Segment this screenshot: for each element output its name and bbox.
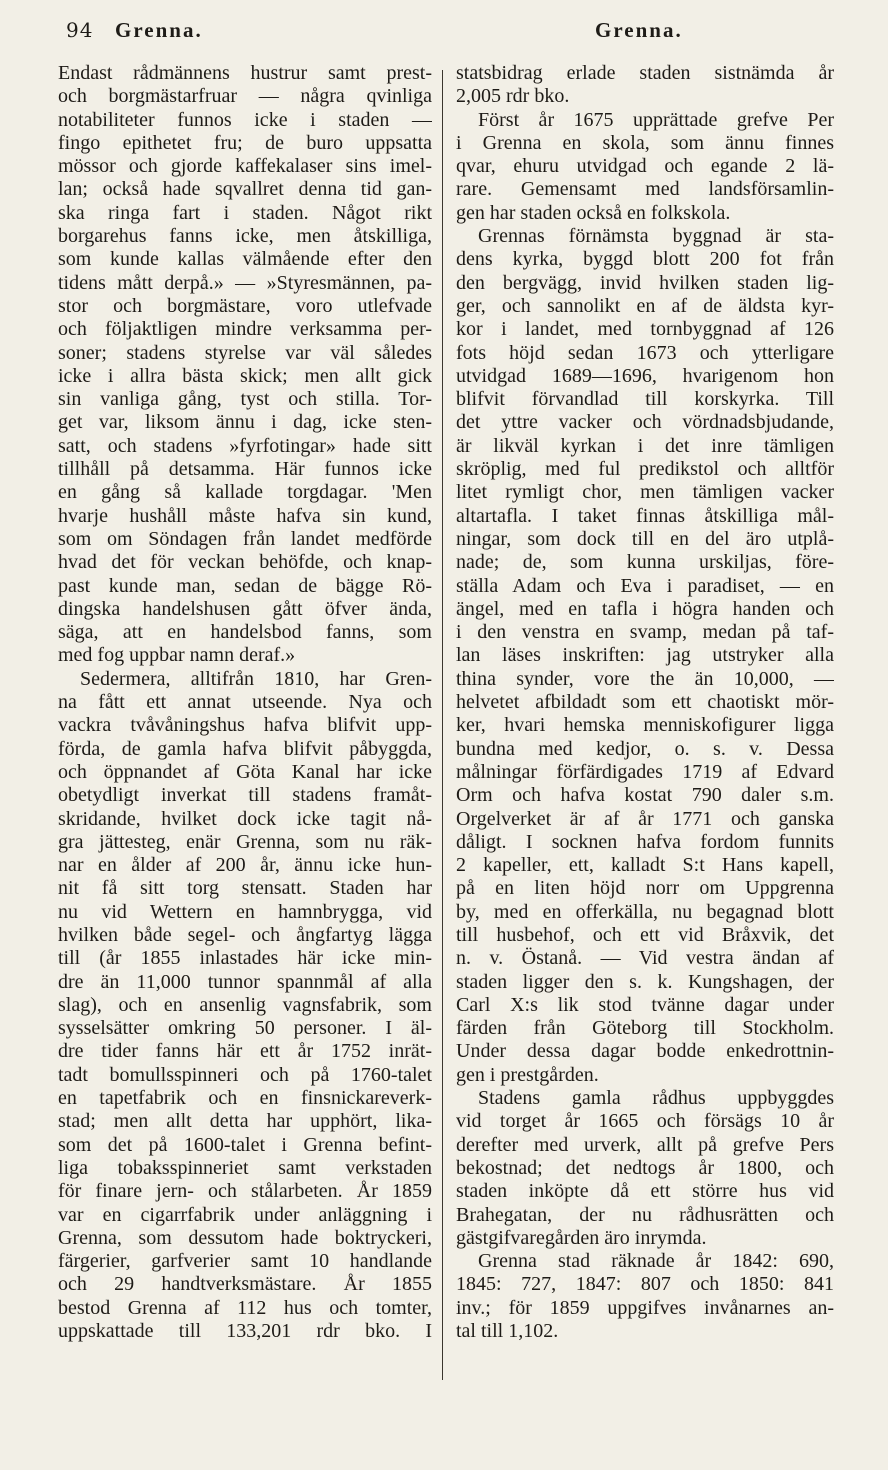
- text-line: dre än 11,000 tunnor spannmål af alla: [58, 970, 432, 993]
- text-line: hvarje hushåll måste hafva sin kund,: [58, 504, 432, 527]
- text-line: färden från Göteborg till Stockholm.: [456, 1017, 834, 1040]
- text-line: lan läses inskriften: jag utstryker alla: [456, 644, 834, 667]
- text-line: helvetet afbildadt som ett chaotiskt mör-: [456, 691, 834, 714]
- text-line: på en liten höjd norr om Uppgrenna: [456, 877, 834, 900]
- text-line: Brahegatan, der nu rådhusrätten och: [456, 1203, 834, 1226]
- text-line: färgerier, garfverier samt 10 handlande: [58, 1250, 432, 1273]
- text-line: är likväl kyrkan i det inre tämligen: [456, 434, 834, 457]
- text-line: Sedermera, alltifrån 1810, har Gren-: [80, 667, 432, 690]
- text-line: fingo epithetet fru; de buro uppsatta: [58, 131, 432, 154]
- text-line: uppskattade till 133,201 rdr bko. I: [58, 1320, 432, 1343]
- text-line: derefter med urverk, allt på grefve Pers: [456, 1133, 834, 1156]
- text-line: mössor och gjorde kaffekalaser sins imel-: [58, 155, 432, 178]
- text-line: ängel, med en tafla i högra handen och: [456, 597, 834, 620]
- text-line: gen har staden också en folkskola.: [456, 201, 731, 224]
- text-line: med fog uppbar namn deraf.»: [58, 644, 296, 667]
- text-line: tidens mått derpå.» — »Styresmännen, pa-: [58, 271, 432, 294]
- text-line: bundna med kedjor, o. s. v. Dessa: [456, 737, 834, 760]
- text-line: och 29 handtverksmästare. År 1855: [58, 1273, 432, 1296]
- text-line: dingska handelshusen gått öfver ända,: [58, 597, 432, 620]
- text-line: skröplig, med ful predikstol och alltför: [456, 458, 834, 481]
- text-line: qvar, ehuru utvidgad och egande 2 lä-: [456, 155, 834, 178]
- text-line: Endast rådmännens hustrur samt prest-: [58, 62, 432, 84]
- text-line: som det på 1600-talet i Grenna befint-: [58, 1133, 432, 1156]
- text-line: var en cigarrfabrik under anläggning i: [58, 1203, 432, 1226]
- text-line: litet rymligt chor, men tämligen vacker: [456, 481, 834, 504]
- text-line: en tapetfabrik och en finsnickareverk-: [58, 1087, 432, 1110]
- text-line: hvilken både segel- och ångfartyg lägga: [58, 923, 432, 946]
- text-line: hvad det för veckan behöfde, och knap-: [58, 551, 432, 574]
- text-line: stad; men allt detta har upphört, lika-: [58, 1110, 432, 1133]
- running-head-right: Grenna.: [595, 18, 683, 42]
- text-line: past kunde man, sedan de bägge Rö-: [58, 574, 432, 597]
- text-line: och följaktligen mindre verksamma per-: [58, 318, 432, 341]
- text-line: blifvit förvandlad till korskyrka. Till: [456, 388, 834, 411]
- text-line: by, med en offerkälla, nu begagnad blott: [456, 900, 834, 923]
- text-line: säga, att en handelsbod fanns, som: [58, 621, 432, 644]
- text-line: Stadens gamla rådhus uppbyggdes: [478, 1087, 834, 1110]
- text-line: dåligt. I socknen hafva fordom funnits: [456, 830, 834, 853]
- column-divider: [442, 70, 443, 1380]
- text-line: stor och borgmästare, voro utlefvade: [58, 294, 432, 317]
- text-line: 1845: 727, 1847: 807 och 1850: 841: [456, 1273, 834, 1296]
- text-line: målningar förfärdigades 1719 af Edvard: [456, 760, 834, 783]
- text-line: n. v. Östanå. — Vid vestra ändan af: [456, 947, 834, 970]
- text-line: slag), och en ansenlig vagnsfabrik, som: [58, 993, 432, 1016]
- text-line: ningar, som dock till en del äro utplå-: [456, 527, 834, 550]
- text-line: soner; stadens styrelse var väl således: [58, 341, 432, 364]
- text-line: thina synder, vore the än 10,000, —: [456, 667, 834, 690]
- text-line: tillhåll på detsamma. Här funnos icke: [58, 458, 432, 481]
- text-line: Orgelverket är af år 1771 och ganska: [456, 807, 834, 830]
- text-line: ger, och sannolikt en af de äldsta kyr-: [456, 294, 834, 317]
- text-line: Grennas förnämsta byggnad är sta-: [478, 225, 834, 248]
- text-line: staden inköpte då ett större hus vid: [456, 1180, 834, 1203]
- text-line: Först år 1675 upprättade grefve Per: [478, 108, 834, 131]
- text-line: till (år 1855 inlastades här icke min-: [58, 947, 432, 970]
- text-line: Under dessa dagar bodde enkedrottnin-: [456, 1040, 834, 1063]
- text-line: tadt bomullsspinneri och på 1760-talet: [58, 1063, 432, 1086]
- text-line: utvidgad 1689—1696, hvarigenom hon: [456, 364, 834, 387]
- text-line: som om Söndagen från landet medförde: [58, 527, 432, 550]
- text-line: borgarehus fanns icke, men åtskilliga,: [58, 225, 432, 248]
- text-line: och öppnandet af Göta Kanal har icke: [58, 760, 432, 783]
- text-line: bekostnad; det nedtogs år 1800, och: [456, 1156, 834, 1179]
- text-line: tal till 1,102.: [456, 1320, 559, 1343]
- text-line: till husbehof, och ett vid Bråxvik, det: [456, 923, 834, 946]
- text-line: den bergvägg, invid hvilken staden lig-: [456, 271, 834, 294]
- text-line: nar en ålder af 200 år, ännu icke hun-: [58, 854, 432, 877]
- text-line: 2 kapeller, ett, kalladt S:t Hans kapell,: [456, 854, 834, 877]
- text-line: det yttre vacker och vördnadsbjudande,: [456, 411, 834, 434]
- text-line: gra jättesteg, enär Grenna, som nu räk-: [58, 830, 432, 853]
- text-line: sin vanliga gång, tyst och stilla. Tor-: [58, 388, 432, 411]
- text-line: dens kyrka, byggd blott 200 fot från: [456, 248, 834, 271]
- text-line: Grenna, som dessutom hade boktryckeri,: [58, 1226, 432, 1249]
- text-line: och borgmästarfruar — några qvinliga: [58, 85, 432, 108]
- page-header: [0, 10, 888, 50]
- text-line: gästgifvaregården äro inrymda.: [456, 1226, 707, 1249]
- text-line: 2,005 rdr bko.: [456, 85, 570, 108]
- text-line: inv.; för 1859 uppgifves invånarnes an-: [456, 1296, 834, 1319]
- text-line: nu vid Wettern en hamnbrygga, vid: [58, 900, 432, 923]
- text-line: na fått ett annat utseende. Nya och: [58, 691, 432, 714]
- text-line: staden ligger den s. k. Kungshagen, der: [456, 970, 834, 993]
- text-line: förda, de gamla hafva blifvit påbyggda,: [58, 737, 432, 760]
- text-line: ska ringa fart i staden. Något rikt: [58, 201, 432, 224]
- running-head-left: Grenna.: [115, 18, 203, 42]
- text-line: Orm och hafva kostat 790 daler s.m.: [456, 784, 834, 807]
- text-line: fots höjd sedan 1673 och ytterligare: [456, 341, 834, 364]
- text-line: nit få sitt torg stensatt. Staden har: [58, 877, 432, 900]
- text-line: altartafla. I taket finnas åtskilliga mål-: [456, 504, 834, 527]
- text-line: sysselsätter omkring 50 personer. I äl-: [58, 1017, 432, 1040]
- text-line: icke i allra bästa skick; men allt gick: [58, 364, 432, 387]
- text-line: liga tobaksspinneriet samt verkstaden: [58, 1156, 432, 1179]
- text-line: vid torget år 1665 och försägs 10 år: [456, 1110, 834, 1133]
- page-number: 94: [66, 18, 94, 42]
- text-line: obetydligt inverkat till stadens framåt-: [58, 784, 432, 807]
- text-line: i Grenna en skola, som ännu finnes: [456, 131, 834, 154]
- text-line: nade; de, som kunna urskiljas, före-: [456, 551, 834, 574]
- text-line: ställa Adam och Eva i paradiset, — en: [456, 574, 834, 597]
- text-line: Carl X:s lik stod tvänne dagar under: [456, 993, 834, 1016]
- text-line: satt, och stadens »fyrfotingar» hade sitt: [58, 434, 432, 457]
- text-line: kor i landet, med tornbyggnad af 126: [456, 318, 834, 341]
- text-line: skridande, hvilket dock icke tagit nå-: [58, 807, 432, 830]
- text-line: ker, hvari hemska menniskofigurer ligga: [456, 714, 834, 737]
- text-line: för finare jern- och stålarbeten. År 1859: [58, 1180, 432, 1203]
- text-line: lan; också hade sqvallret denna tid gan-: [58, 178, 432, 201]
- text-line: i den venstra en svamp, medan på taf-: [456, 621, 834, 644]
- text-line: get var, liksom ännu i dag, icke sten-: [58, 411, 432, 434]
- text-line: Grenna stad räknade år 1842: 690,: [478, 1250, 834, 1273]
- text-line: statsbidrag erlade staden sistnämda år: [456, 62, 834, 84]
- text-line: en gång så kallade torgdagar. 'Men: [58, 481, 432, 504]
- text-line: notabiliteter funnos icke i staden —: [58, 108, 432, 131]
- text-line: gen i prestgården.: [456, 1063, 599, 1086]
- text-line: bestod Grenna af 112 hus och tomter,: [58, 1296, 432, 1319]
- right-column: [456, 62, 834, 1343]
- text-line: som kunde kallas välmående efter den: [58, 248, 432, 271]
- text-line: dre tider fanns här ett år 1752 inrät-: [58, 1040, 432, 1063]
- left-column: [58, 62, 432, 1343]
- text-line: vackra tvåvåningshus hafva blifvit upp-: [58, 714, 432, 737]
- text-line: rare. Gemensamt med landsförsamlin-: [456, 178, 834, 201]
